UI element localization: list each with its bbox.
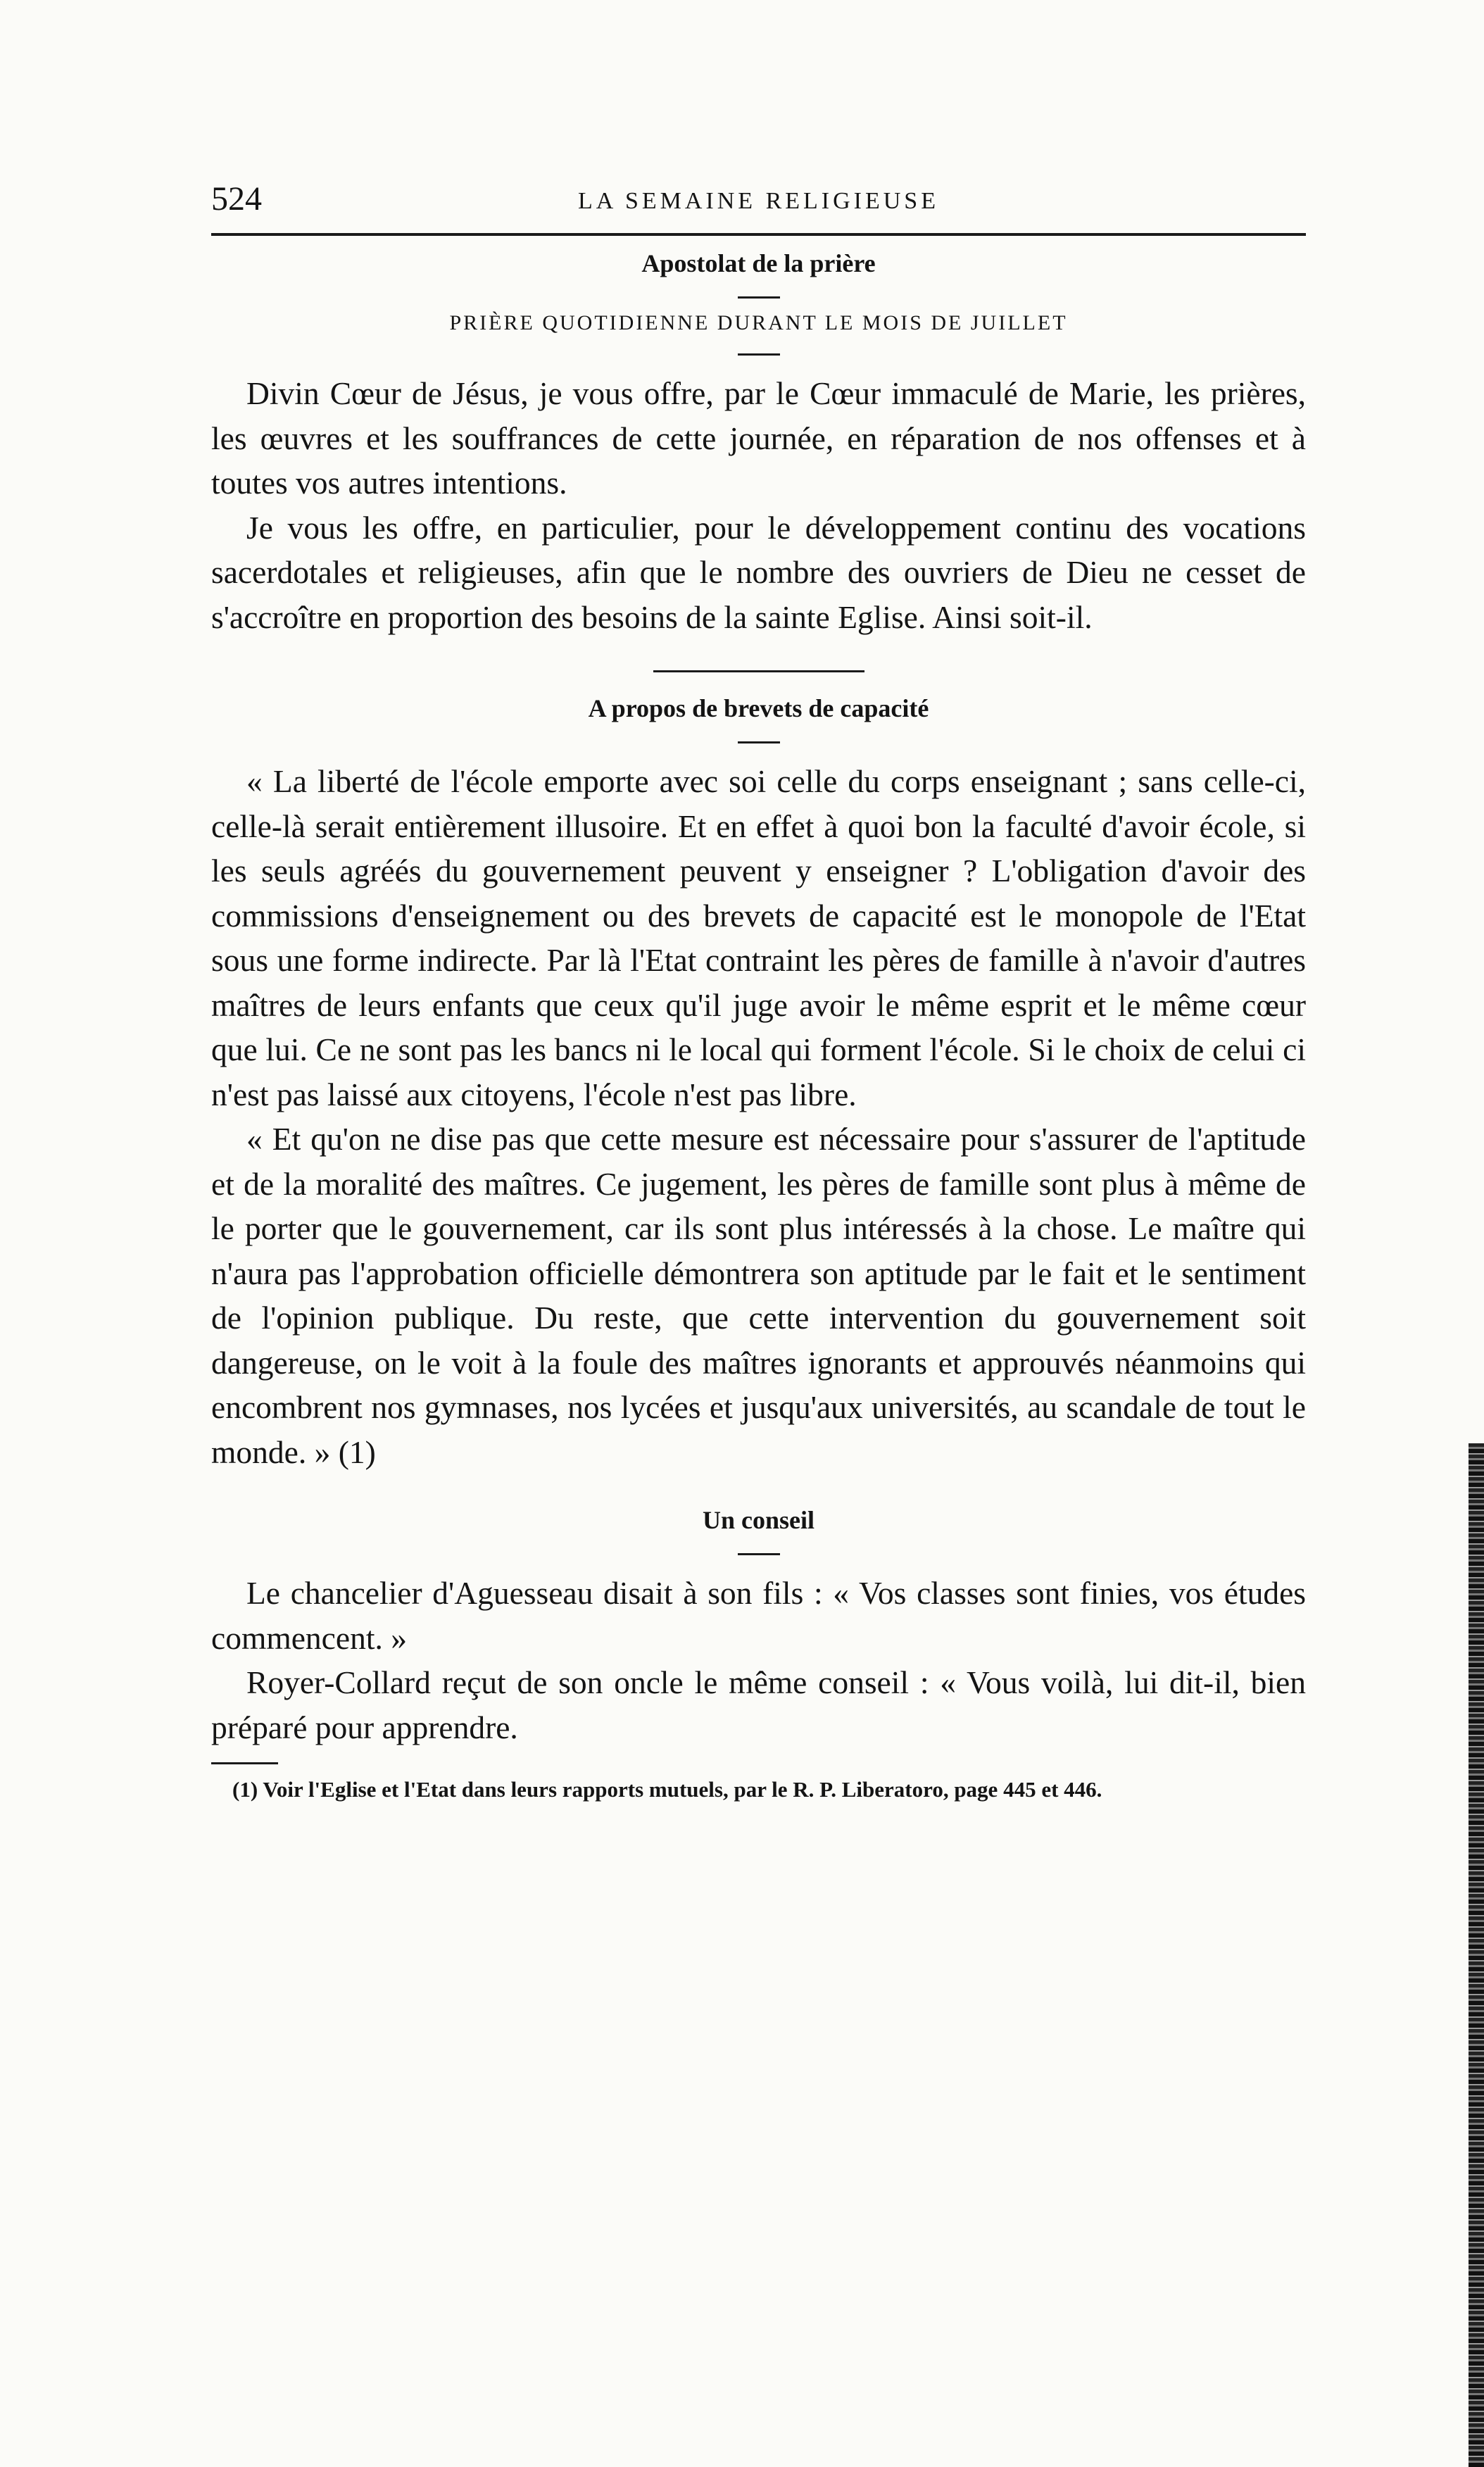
section-conseil xyxy=(211,1505,1306,1750)
section-brevets xyxy=(211,693,1306,1474)
section-apostolat xyxy=(211,249,1306,639)
section-body xyxy=(211,371,1306,639)
paragraph: Je vous les offre, en particulier, pour le développement continu des vocations sacerdotales et religieuses, afin que le nombre des ouvriers de Dieu ne cesset de s'accroître en proportion des besoins de la sainte Eglise. Ainsi soit-il. xyxy=(211,509,1306,635)
section-separator xyxy=(653,670,864,672)
section-title: A propos de brevets de capacité xyxy=(588,694,929,722)
section-title: Un conseil xyxy=(702,1506,815,1534)
title-rule xyxy=(738,1553,780,1555)
subtitle-rule xyxy=(738,353,780,356)
title-rule xyxy=(738,741,780,743)
running-head xyxy=(211,180,1306,229)
paragraph: Le chancelier d'Aguesseau disait à son fils : « Vos classes sont finies, vos études commencent. » xyxy=(211,1575,1306,1656)
paragraph: « Et qu'on ne dise pas que cette mesure est nécessaire pour s'assurer de l'aptitude et de la moralité des maîtres. Ce jugement, les pères de famille sont plus à même de le porter que le gouvernement, car ils sont plus intéressés à la chose. Le maître qui n'aura pas l'approbation officielle démontrera son aptitude par le fait et le sentiment de l'opinion publique. Du reste, que cette intervention du gouvernement soit dangereuse, on le voit à la foule des maîtres ignorants et approuvés néanmoins qui encombrent nos gymnases, nos lycées et jusqu'aux universités, au scandale de tout le monde. » (1) xyxy=(211,1121,1306,1470)
book-page xyxy=(211,180,1306,1805)
running-title: LA SEMAINE RELIGIEUSE xyxy=(578,188,939,214)
section-title: Apostolat de la prière xyxy=(641,249,876,277)
page-number: 524 xyxy=(211,180,262,218)
section-body xyxy=(211,759,1306,1474)
paragraph: « La liberté de l'école emporte avec soi celle du corps enseignant ; sans celle-ci, celle-là serait entièrement illusoire. Et en effet à quoi bon la faculté d'avoir école, si les seuls agréés du gouvernement peuvent y enseigner ? L'obligation d'avoir des commissions d'enseignement ou des brevets de capacité est le monopole de l'Etat sous une forme indirecte. Par là l'Etat contraint les pères de famille à n'avoir d'autres maîtres de leurs enfants que ceux qu'il juge avoir le même esprit et le même cœur que lui. Ce ne sont pas les bancs ni le local qui forment l'école. Si le choix de celui ci n'est pas laissé aux citoyens, l'école n'est pas libre. xyxy=(211,763,1306,1112)
paragraph: Divin Cœur de Jésus, je vous offre, par le Cœur immaculé de Marie, les prières, les œuvres et les souffrances de cette journée, en réparation de nos offenses et à toutes vos autres intentions. xyxy=(211,375,1306,501)
paragraph: Royer-Collard reçut de son oncle le même conseil : « Vous voilà, lui dit-il, bien préparé pour apprendre. xyxy=(211,1664,1306,1745)
section-subtitle: PRIÈRE QUOTIDIENNE DURANT LE MOIS DE JUILLET xyxy=(449,311,1068,334)
footnote-rule xyxy=(211,1762,278,1764)
header-rule xyxy=(211,233,1306,236)
scan-edge xyxy=(1469,1443,1484,2467)
section-body xyxy=(211,1571,1306,1750)
title-rule xyxy=(738,296,780,299)
footnote: (1) Voir l'Eglise et l'Etat dans leurs rapports mutuels, par le R. P. Liberatoro, page 445 et 446. xyxy=(232,1777,1102,1802)
